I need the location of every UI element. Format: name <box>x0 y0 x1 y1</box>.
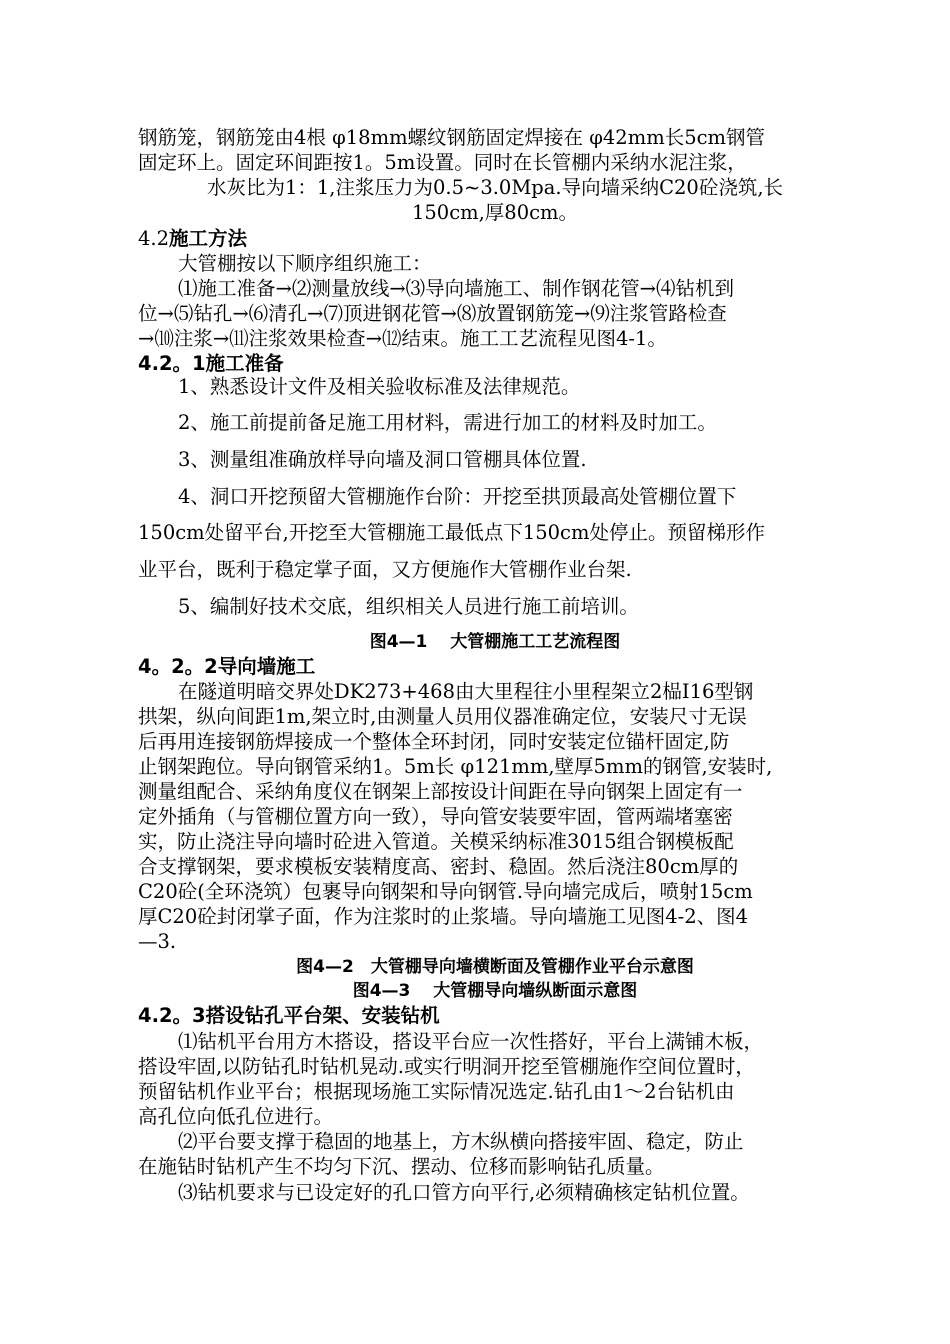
paragraph-line: 拱架，纵向间距1m,架立时,由测量人员用仪器准确定位，安装尺寸无误 <box>138 705 747 728</box>
paragraph-line: 高孔位向低孔位进行。 <box>138 1105 334 1128</box>
paragraph-line: 实，防止浇注导向墙时砼进入管道。关模采纳标准3015组合钢模板配 <box>138 830 734 853</box>
figure-4-1-caption: 图4—1 大管棚施工工艺流程图 <box>369 632 621 652</box>
paragraph-line: ⑵平台要支撑于稳固的地基上，方木纵横向搭接牢固、稳定，防止 <box>178 1130 744 1153</box>
section-4-2-2-heading: 4。2。2导向墙施工 <box>138 655 316 678</box>
paragraph-line: 150cm处留平台,开挖至大管棚施工最低点下150cm处停止。预留梯形作 <box>138 521 765 544</box>
paragraph-line: ⑴钻机平台用方木搭设，搭设平台应一次性搭好，平台上满铺木板， <box>178 1030 764 1053</box>
section-4-2-3-heading: 4.2。3搭设钻孔平台架、安装钻机 <box>138 1004 440 1027</box>
intro-line-1: 钢筋笼，钢筋笼由4根 φ18mm螺纹钢筋固定焊接在 φ42mm长5cm钢管 <box>138 126 766 149</box>
list-item: 5、编制好技术交底，组织相关人员进行施工前培训。 <box>178 595 639 618</box>
intro-line-3: 水灰比为1：1,注浆压力为0.5~3.0Mpa.导向墙采纳C20砼浇筑,长 <box>206 176 784 199</box>
paragraph-line: 后再用连接钢筋焊接成一个整体全环封闭，同时安装定位锚杆固定,防 <box>138 730 730 753</box>
paragraph-line: 位→⑸钻孔→⑹清孔→⑺顶进钢花管→⑻放置钢筋笼→⑼注浆管路检查 <box>138 302 727 325</box>
paragraph-line: →⑽注浆→⑾注浆效果检查→⑿结束。施工工艺流程见图4-1。 <box>138 327 667 350</box>
paragraph-line: —3. <box>138 930 177 953</box>
paragraph-line: ⑴施工准备→⑵测量放线→⑶导向墙施工、制作钢花管→⑷钻机到 <box>178 277 735 300</box>
section-4-2-title: 施工方法 <box>169 227 248 250</box>
paragraph-line: ⑶钻机要求与已设定好的孔口管方向平行,必须精确核定钻机位置。 <box>178 1181 750 1204</box>
paragraph-line: 止钢架跑位。导向钢管采纳1。5m长 φ121mm,壁厚5mm的钢管,安装时, <box>138 755 773 778</box>
list-item: 2、施工前提前备足施工用材料，需进行加工的材料及时加工。 <box>178 411 717 434</box>
paragraph-line: 业平台，既利于稳定掌子面，又方便施作大管棚作业台架. <box>138 558 632 581</box>
list-item: 4、洞口开挖预留大管棚施作台阶：开挖至拱顶最高处管棚位置下 <box>178 485 737 508</box>
intro-line-4: 150cm,厚80cm。 <box>411 201 579 224</box>
paragraph-line: 大管棚按以下顺序组织施工： <box>178 252 432 275</box>
section-4-2-number: 4.2 <box>138 227 170 250</box>
paragraph-line: 搭设牢固,以防钻孔时钻机晃动.或实行明洞开挖至管棚施作空间位置时， <box>138 1055 755 1078</box>
paragraph-line: 定外插角（与管棚位置方向一致），导向管安装要牢固，管两端堵塞密 <box>138 805 733 828</box>
figure-4-2-caption: 图4—2 大管棚导向墙横断面及管棚作业平台示意图 <box>296 957 694 977</box>
intro-line-2: 固定环上。固定环间距按1。5m设置。同时在长管棚内采纳水泥注浆， <box>138 151 747 174</box>
paragraph-line: 预留钻机作业平台；根据现场施工实际情况选定.钻孔由1～2台钻机由 <box>138 1080 735 1103</box>
paragraph-line: 在施钻时钻机产生不均匀下沉、摆动、位移而影响钻孔质量。 <box>138 1155 665 1178</box>
list-item: 1、熟悉设计文件及相关验收标准及法律规范。 <box>178 375 581 398</box>
paragraph-line: 厚C20砼封闭掌子面，作为注浆时的止浆墙。导向墙施工见图4-2、图4 <box>138 905 749 928</box>
list-item: 3、测量组准确放样导向墙及洞口管棚具体位置. <box>178 448 587 471</box>
section-4-2-heading <box>138 226 852 251</box>
paragraph-line: 测量组配合、采纳角度仪在钢架上部按设计间距在导向钢架上固定有一 <box>138 780 743 803</box>
section-4-2-1-heading: 4.2。1施工准备 <box>138 352 284 375</box>
figure-4-3-caption: 图4—3 大管棚导向墙纵断面示意图 <box>352 981 638 1001</box>
paragraph-line: C20砼(全环浇筑）包裹导向钢架和导向钢管.导向墙完成后，喷射15cm <box>138 880 753 903</box>
paragraph-line: 合支撑钢架，要求模板安装精度高、密封、稳固。然后浇注80cm厚的 <box>138 855 739 878</box>
paragraph-line: 在隧道明暗交界处DK273+468由大里程往小里程架立2榀Ⅰ16型钢 <box>178 680 754 703</box>
